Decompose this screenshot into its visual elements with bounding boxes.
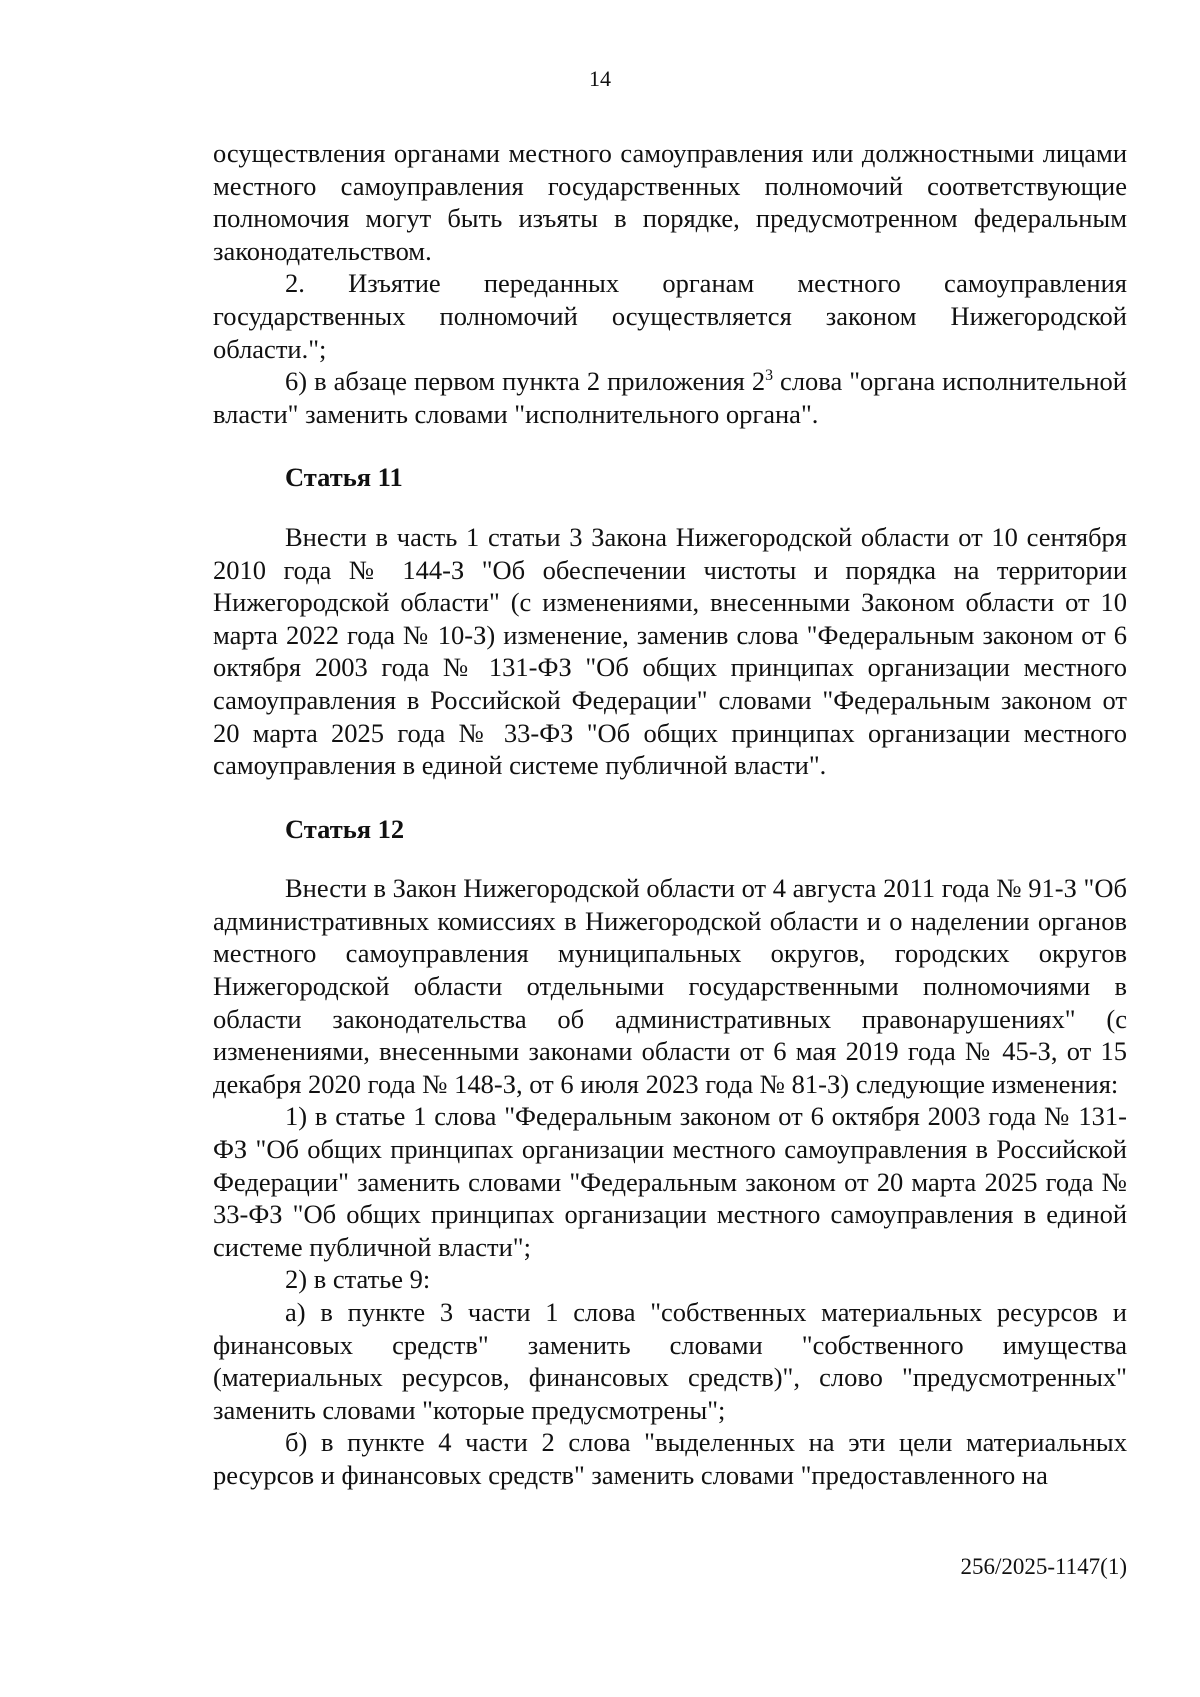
article-12-heading: Статья 12 xyxy=(285,813,405,844)
article-11-paragraph: Внести в часть 1 статьи 3 Закона Нижегородской области от 10 сентября 2010 года № 144-З "Об обеспечении чистоты и порядка на территории Нижегородской области" (с изменениями, внесенными Законом области от 10 марта 2022 года № 10-З) изменение, заменив слова "Федеральным законом от 6 октября 2003 года № 131-ФЗ "Об общих принципах организации местного самоуправления в Российской Федерации" словами "Федеральным законом от 20 марта 2025 года № 33-ФЗ "Об общих принципах организации местного самоуправления в единой системе публичной власти". xyxy=(213,521,1127,781)
article-12-intro-paragraph: Внести в Закон Нижегородской области от 4 августа 2011 года № 91-З "Об административных комиссиях в Нижегородской области и о наделении органов местного самоуправления муниципальных округов, городских округов Нижегородской области отдельными государственными полномочиями в области законодательства об административных правонарушениях" (с изменениями, внесенными законами области от 6 мая 2019 года № 45-З, от 15 декабря 2020 года № 148-З, от 6 июля 2023 года № 81-З) следующие изменения: xyxy=(213,873,1127,1099)
document-code: 256/2025-1147(1) xyxy=(960,1554,1127,1579)
article-12-item-2b: б) в пункте 4 части 2 слова "выделенных на эти цели материальных ресурсов и финансовых средств" заменить словами "предоставленного на xyxy=(213,1427,1127,1490)
paragraph-continuation: осуществления органами местного самоуправления или должностными лицами местного самоуправления государственных полномочий соответствующие полномочия могут быть изъяты в порядке, предусмотренном федеральным законодательством. xyxy=(213,138,1127,266)
document-body xyxy=(213,137,1127,1492)
paragraph-item-6 xyxy=(213,365,1127,430)
page-number: 14 xyxy=(589,66,611,91)
article-12-item-1: 1) в статье 1 слова "Федеральным законом от 6 октября 2003 года № 131-ФЗ "Об общих принципах организации местного самоуправления в Российской Федерации" заменить словами "Федеральным законом от 20 марта 2025 года № 33-ФЗ "Об общих принципах организации местного самоуправления в единой системе публичной власти"; xyxy=(213,1101,1127,1262)
paragraph-item-6-text-start: 6) в абзаце первом пункта 2 приложения 2 xyxy=(285,366,766,397)
paragraph-item-2: 2. Изъятие переданных органам местного самоуправления государственных полномочий осуществляется законом Нижегородской области."; xyxy=(213,268,1127,364)
article-12-item-2a: а) в пункте 3 части 1 слова "собственных материальных ресурсов и финансовых средств" заменить словами "собственного имущества (материальных ресурсов, финансовых средств)", слово "предусмотренных" заменить словами "которые предусмотрены"; xyxy=(213,1297,1127,1425)
article-11-heading: Статья 11 xyxy=(285,462,403,493)
paragraph-item-6-text-end: слова "органа исполнительной власти" заменить словами "исполнительного органа". xyxy=(213,366,1127,429)
superscript-index: 3 xyxy=(765,367,774,385)
article-12-item-2: 2) в статье 9: xyxy=(285,1264,431,1295)
